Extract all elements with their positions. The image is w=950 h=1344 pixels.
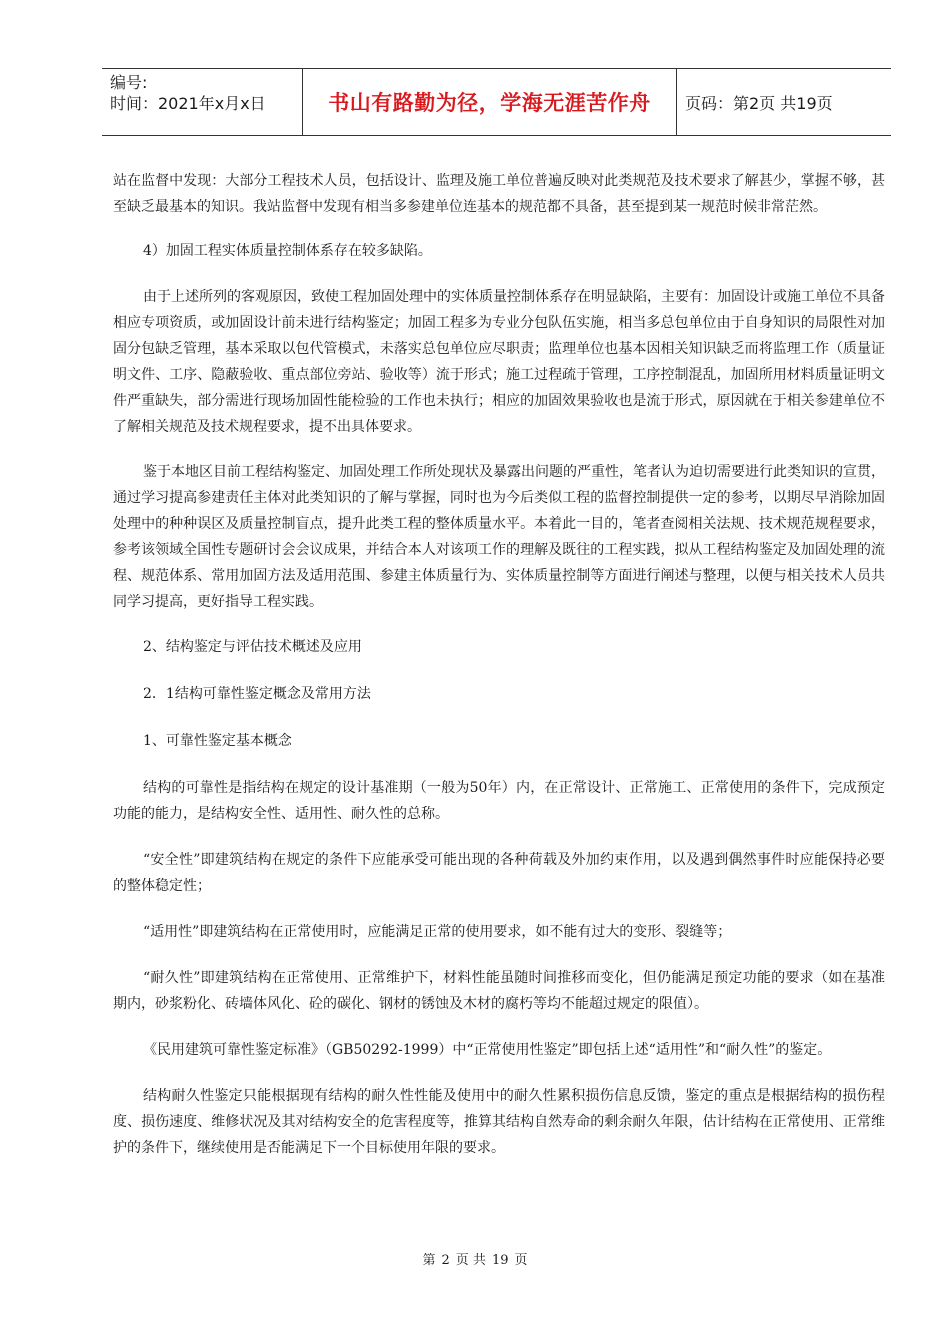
subsection-heading: 1、可靠性鉴定基本概念 xyxy=(143,733,292,749)
subsection-heading: 2．1结构可靠性鉴定概念及常用方法 xyxy=(143,686,371,702)
document-number-label: 编号: xyxy=(110,73,148,92)
document-body xyxy=(113,168,885,1161)
footer-total-pages: 19 xyxy=(491,1253,509,1268)
footer-suffix: 页 xyxy=(514,1253,528,1268)
page-header xyxy=(102,68,891,136)
paragraph: 结构的可靠性是指结构在规定的设计基准期（一般为50年）内，在正常设计、正常施工、正常使用的条件下，完成预定功能的能力，是结构安全性、适用性、耐久性的总称。 xyxy=(113,780,885,822)
paragraph: “耐久性”即建筑结构在正常使用、正常维护下，材料性能虽随时间推移而变化，但仍能满足预定功能的要求（如在基准期内，砂浆粉化、砖墙体风化、砼的碳化、钢材的锈蚀及木材的腐朽等均不能超过规定的限值）。 xyxy=(113,970,885,1012)
paragraph: 结构耐久性鉴定只能根据现有结构的耐久性性能及使用中的耐久性累积损伤信息反馈，鉴定的重点是根据结构的损伤程度、损伤速度、维修状况及其对结构安全的危害程度等，推算其结构自然寿命的剩余耐久年限，估计结构在正常使用、正常维护的条件下，继续使用是否能满足下一个目标使用年限的要求。 xyxy=(113,1088,885,1156)
paragraph: 《民用建筑可靠性鉴定标准》（GB50292-1999）中“正常使用性鉴定”即包括上述“适用性”和“耐久性”的鉴定。 xyxy=(143,1042,832,1058)
paragraph: 由于上述所列的客观原因，致使工程加固处理中的实体质量控制体系存在明显缺陷，主要有：加固设计或施工单位不具备相应专项资质，或加固设计前未进行结构鉴定；加固工程多为专业分包队伍实施，相当多总包单位由于自身知识的局限性对加固分包缺乏管理，基本采取以包代管模式，未落实总包单位应尽职责；监理单位也基本因相关知识缺乏而将监理工作（质量证明文件、工序、隐蔽验收、重点部位旁站、验收等）流于形式；施工过程疏于管理，工序控制混乱，加固所用材料质量证明文件严重缺失，部分需进行现场加固性能检验的工作也未执行；相应的加固效果验收也是流于形式，原因就在于相关参建单位不了解相关规范及技术规程要求，提不出具体要求。 xyxy=(113,289,885,435)
paragraph: 鉴于本地区目前工程结构鉴定、加固处理工作所处现状及暴露出问题的严重性，笔者认为迫切需要进行此类知识的宣贯，通过学习提高参建责任主体对此类知识的了解与掌握，同时也为今后类似工程的监督控制提供一定的参考，以期尽早消除加固处理中的种种误区及质量控制盲点，提升此类工程的整体质量水平。本着此一目的，笔者查阅相关法规、技术规范规程要求，参考该领域全国性专题研讨会会议成果，并结合本人对该项工作的理解及既往的工程实践，拟从工程结构鉴定及加固处理的流程、规范体系、常用加固方法及适用范围、参建主体质量行为、实体质量控制等方面进行阐述与整理，以便与相关技术人员共同学习提高，更好指导工程实践。 xyxy=(113,464,885,610)
footer-current-page: 2 xyxy=(441,1253,450,1268)
header-motto: 书山有路勤为径，学海无涯苦作舟 xyxy=(303,69,677,135)
list-heading: 4）加固工程实体质量控制体系存在较多缺陷。 xyxy=(143,243,432,259)
header-page-indicator: 页码：第2页 共19页 xyxy=(685,93,833,113)
paragraph: 站在监督中发现：大部分工程技术人员，包括设计、监理及施工单位普遍反映对此类规范及技术要求了解甚少，掌握不够，甚至缺乏最基本的知识。我站监督中发现有相当多参建单位连基本的规范都不具备，甚至提到某一规范时候非常茫然。 xyxy=(113,173,885,215)
footer-prefix: 第 xyxy=(422,1253,436,1268)
paragraph: “适用性”即建筑结构在正常使用时，应能满足正常的使用要求，如不能有过大的变形、裂缝等； xyxy=(143,924,732,940)
page-footer xyxy=(0,1249,950,1268)
document-date-label: 时间：2021年x月x日 xyxy=(110,94,266,113)
section-heading: 2、结构鉴定与评估技术概述及应用 xyxy=(143,639,362,655)
paragraph: “安全性”即建筑结构在规定的条件下应能承受可能出现的各种荷载及外加约束作用，以及遇到偶然事件时应能保持必要的整体稳定性； xyxy=(113,852,885,894)
footer-middle: 页 共 xyxy=(455,1253,486,1268)
header-left-cell xyxy=(102,69,303,135)
